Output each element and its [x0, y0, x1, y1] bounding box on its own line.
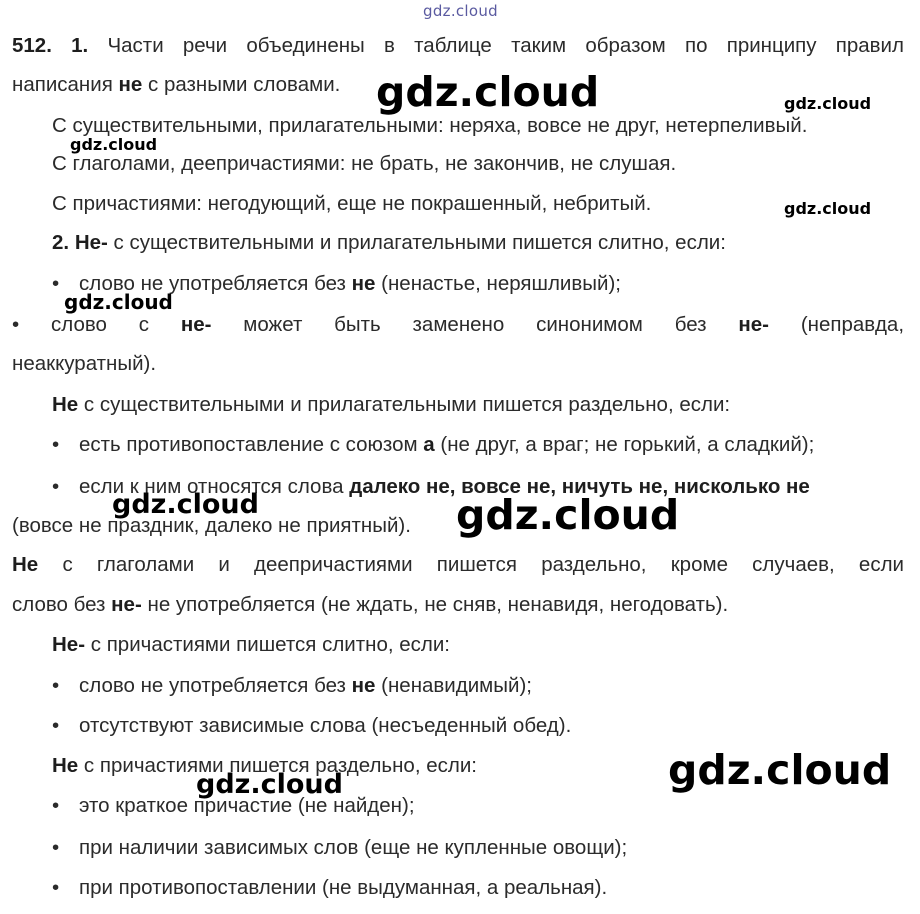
watermark: gdz.cloud — [376, 68, 600, 116]
participles-examples: С причастиями: негодующий, еще не покрашенный, небритый. — [52, 192, 652, 215]
watermark: gdz.cloud — [456, 491, 680, 539]
list-item: • при наличии зависимых слов (еще не купленные овощи); — [52, 836, 628, 859]
bullet-icon: • — [12, 313, 20, 336]
list-item: • это краткое причастие (не найден); — [52, 794, 415, 817]
part-number-1: 1. — [71, 34, 89, 57]
list-item-continuation: неаккуратный). — [12, 352, 157, 375]
part-number-2: 2. — [52, 231, 70, 254]
bullet-icon: • — [52, 674, 60, 697]
list-item: • слово не употребляется без не (ненавидимый); — [52, 674, 532, 697]
list-item: • отсутствуют зависимые слова (несъеденный обед). — [52, 714, 572, 737]
watermark: gdz.cloud — [64, 290, 173, 314]
watermark: gdz.cloud — [784, 94, 872, 113]
bullet-icon: • — [52, 475, 60, 498]
watermark: gdz.cloud — [112, 489, 259, 520]
task-number: 512. — [12, 34, 52, 57]
watermark-top: gdz.cloud — [423, 2, 499, 20]
list-item: • при противопоставлении (не выдуманная, а реальная). — [52, 876, 608, 899]
watermark: gdz.cloud — [70, 135, 158, 154]
nouns-adjectives-examples: С существительными, прилагательными: неряха, вовсе не друг, нетерпеливый. — [52, 114, 808, 137]
bullet-icon: • — [52, 272, 60, 295]
list-item: • слово не употребляется без не (ненастье, неряшливый); — [52, 272, 621, 295]
participles-separate-heading: Не с причастиями пишется раздельно, если: — [52, 754, 477, 777]
bullet-icon: • — [52, 836, 60, 859]
intro-text: Части речи объединены в таблице таким образом по принципу правил — [107, 34, 904, 57]
paragraph-line-1 — [12, 34, 904, 58]
separate-rule-heading: Не с существительными и прилагательными пишется раздельно, если: — [52, 393, 731, 416]
bullet-icon: • — [52, 876, 60, 899]
verbs-gerunds-examples: С глаголами, деепричастиями: не брать, не закончив, не слушая. — [52, 152, 677, 175]
watermark: gdz.cloud — [668, 746, 892, 794]
watermark: gdz.cloud — [784, 199, 872, 218]
list-item: • есть противопоставление с союзом а (не друг, а враг; не горький, а сладкий); — [52, 433, 815, 456]
list-item-continuation: (вовсе не праздник, далеко не приятный). — [12, 514, 411, 537]
list-item: • если к ним относятся слова далеко не, вовсе не, ничуть не, нисколько не — [52, 475, 810, 498]
participles-solid-heading: Не- с причастиями пишется слитно, если: — [52, 633, 451, 656]
paragraph-line-2: написания не с разными словами. — [12, 73, 341, 96]
part2-heading: 2. Не- с существительными и прилагательными пишется слитно, если: — [52, 231, 726, 254]
watermark: gdz.cloud — [196, 769, 343, 800]
list-item: • слово с не- может быть заменено синонимом без не- (неправда, — [12, 313, 905, 336]
verbs-rule-line-2: слово без не- не употребляется (не ждать, не сняв, ненавидя, негодовать). — [12, 593, 729, 616]
bullet-icon: • — [52, 714, 60, 737]
verbs-rule-line-1: Не с глаголами и деепричастиями пишется раздельно, кроме случаев, если — [12, 553, 904, 576]
bullet-icon: • — [52, 794, 60, 817]
bullet-icon: • — [52, 433, 60, 456]
